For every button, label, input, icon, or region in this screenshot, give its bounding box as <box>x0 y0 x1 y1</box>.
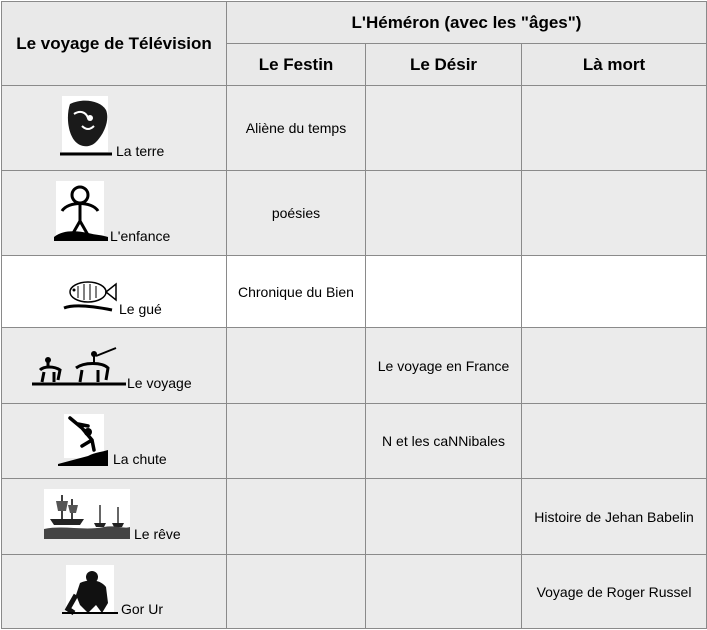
cell-festin <box>227 555 366 629</box>
cell-festin: poésies <box>227 171 366 256</box>
cell-mort <box>522 256 707 328</box>
header-col-desir: Le Désir <box>366 44 522 86</box>
row-label: La terre <box>116 143 165 159</box>
cell-mort: Histoire de Jehan Babelin <box>522 479 707 555</box>
table-row <box>2 328 707 404</box>
cell-desir <box>366 256 522 328</box>
row-label: L'enfance <box>110 228 171 244</box>
cell-desir <box>366 555 522 629</box>
header-col-festin: Le Festin <box>227 44 366 86</box>
gorilla-icon <box>62 565 118 615</box>
row-label-cell <box>2 256 227 328</box>
table-row <box>2 171 707 256</box>
cell-mort: Voyage de Roger Russel <box>522 555 707 629</box>
header-group: L'Héméron (avec les "âges") <box>227 2 707 44</box>
cell-festin <box>227 479 366 555</box>
row-label-cell <box>2 479 227 555</box>
table-row <box>2 555 707 629</box>
cell-festin: Chronique du Bien <box>227 256 366 328</box>
row-label: Le gué <box>119 301 162 317</box>
cell-mort <box>522 86 707 171</box>
fish-icon <box>62 278 118 314</box>
row-label: La chute <box>113 451 167 467</box>
stick-figure-icon <box>54 181 108 241</box>
table-row <box>2 86 707 171</box>
cell-festin <box>227 404 366 479</box>
cell-desir <box>366 86 522 171</box>
cell-mort <box>522 328 707 404</box>
row-label-cell <box>2 171 227 256</box>
ships-icon <box>44 489 130 539</box>
cell-festin <box>227 328 366 404</box>
header-col-mort: Là mort <box>522 44 707 86</box>
cell-desir <box>366 479 522 555</box>
cell-mort <box>522 171 707 256</box>
row-label-cell <box>2 86 227 171</box>
cell-festin: Aliène du temps <box>227 86 366 171</box>
row-label-cell <box>2 555 227 629</box>
cell-desir: N et les caNNibales <box>366 404 522 479</box>
cell-desir <box>366 171 522 256</box>
row-label-cell <box>2 404 227 479</box>
main-table <box>1 1 707 629</box>
table-row <box>2 404 707 479</box>
cell-mort <box>522 404 707 479</box>
riders-icon <box>32 346 126 388</box>
cell-desir: Le voyage en France <box>366 328 522 404</box>
row-label: Le rêve <box>134 526 181 542</box>
table-row <box>2 256 707 328</box>
header-first-col: Le voyage de Télévision <box>2 2 227 86</box>
face-icon <box>60 96 112 158</box>
table-row <box>2 479 707 555</box>
row-label: Gor Ur <box>121 601 163 617</box>
row-label-cell <box>2 328 227 404</box>
falling-figure-icon <box>58 414 110 466</box>
row-label: Le voyage <box>127 375 192 391</box>
